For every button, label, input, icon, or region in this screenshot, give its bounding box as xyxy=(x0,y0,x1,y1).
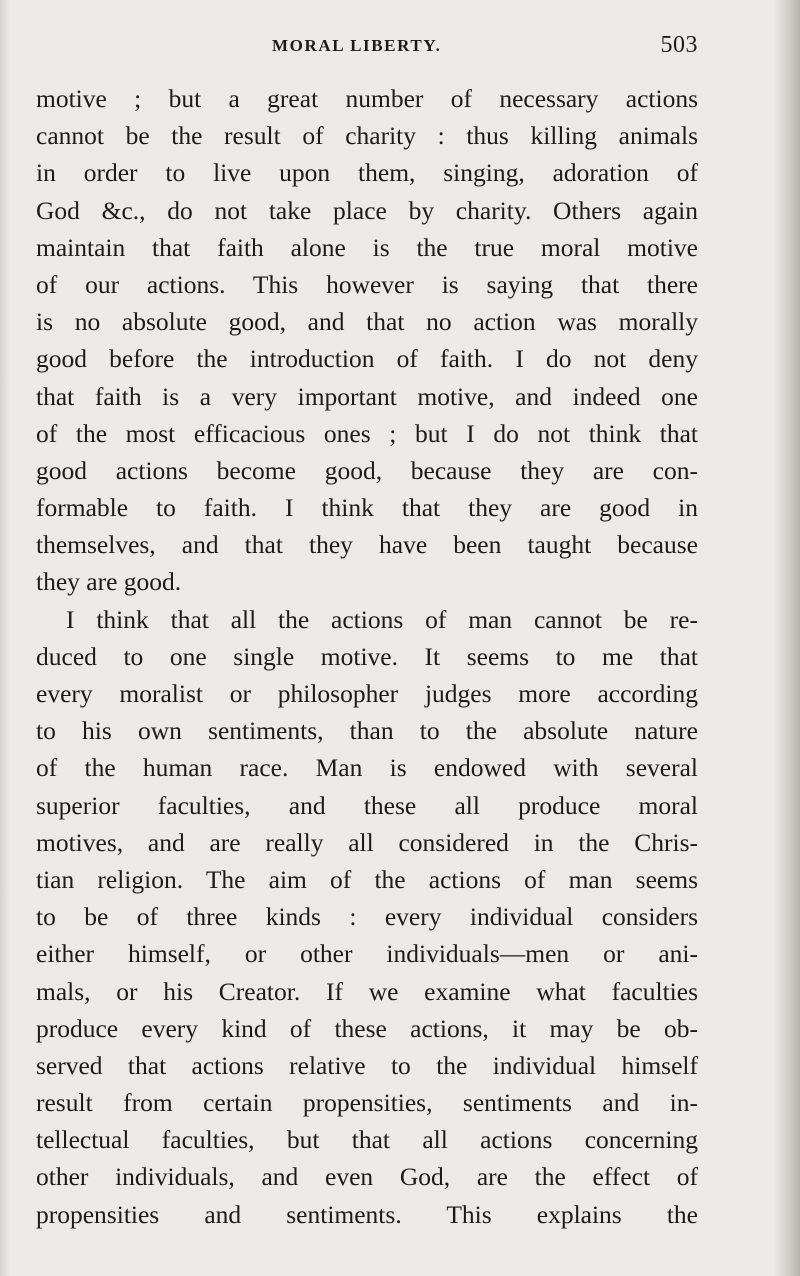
text-line: to be of three kinds : every individual considers xyxy=(36,902,698,932)
text-line: formable to faith. I think that they are good in xyxy=(36,493,698,523)
text-line: superior faculties, and these all produce moral xyxy=(36,790,698,820)
text-line: motives, and are really all considered in the Chris- xyxy=(36,827,698,857)
text-line: good actions become good, because they are con- xyxy=(36,455,698,485)
text-line: to his own sentiments, than to the absolute nature xyxy=(36,716,698,746)
running-head: MORAL LIBERTY. xyxy=(272,36,442,55)
page-left-edge-shadow xyxy=(0,0,10,1276)
text-line: motive ; but a great number of necessary actions xyxy=(36,84,698,113)
text-line: cannot be the result of charity : thus killing animals xyxy=(36,121,698,151)
text-line: either himself, or other individuals—men or ani- xyxy=(36,939,698,969)
text-line: served that actions relative to the individual himself xyxy=(36,1050,698,1080)
text-line: themselves, and that they have been taught because xyxy=(36,530,698,560)
page-number: 503 xyxy=(660,32,698,58)
text-line: propensities and sentiments. This explains the xyxy=(36,1199,698,1229)
text-line: mals, or his Creator. If we examine what faculties xyxy=(36,976,698,1006)
text-line: duced to one single motive. It seems to me that xyxy=(36,641,698,671)
text-line: God &c., do not take place by charity. Others again xyxy=(36,195,698,225)
page-right-edge-shadow xyxy=(774,0,800,1276)
text-line: that faith is a very important motive, and indeed one xyxy=(36,381,698,411)
text-line: result from certain propensities, sentiments and in- xyxy=(36,1088,698,1118)
paragraph-end-line: they are good. xyxy=(36,567,182,597)
page-header xyxy=(38,30,698,62)
text-line: maintain that faith alone is the true moral motive xyxy=(36,232,698,262)
text-line: is no absolute good, and that no action was morally xyxy=(36,307,698,337)
text-line: of the human race. Man is endowed with several xyxy=(36,753,698,783)
body-text xyxy=(36,80,698,1233)
text-line: tian religion. The aim of the actions of man seems xyxy=(36,864,698,894)
text-line: good before the introduction of faith. I do not deny xyxy=(36,344,698,374)
text-line: of our actions. This however is saying that there xyxy=(36,269,698,299)
text-line: every moralist or philosopher judges more according xyxy=(36,679,698,708)
text-line: in order to live upon them, singing, adoration of xyxy=(36,158,698,188)
paragraph-start-line: I think that all the actions of man cannot be re- xyxy=(66,604,698,634)
text-line: other individuals, and even God, are the effect of xyxy=(36,1162,698,1192)
text-line: tellectual faculties, but that all actions concerning xyxy=(36,1125,698,1155)
text-line: of the most efficacious ones ; but I do not think that xyxy=(36,418,698,448)
text-line: produce every kind of these actions, it may be ob- xyxy=(36,1013,698,1043)
